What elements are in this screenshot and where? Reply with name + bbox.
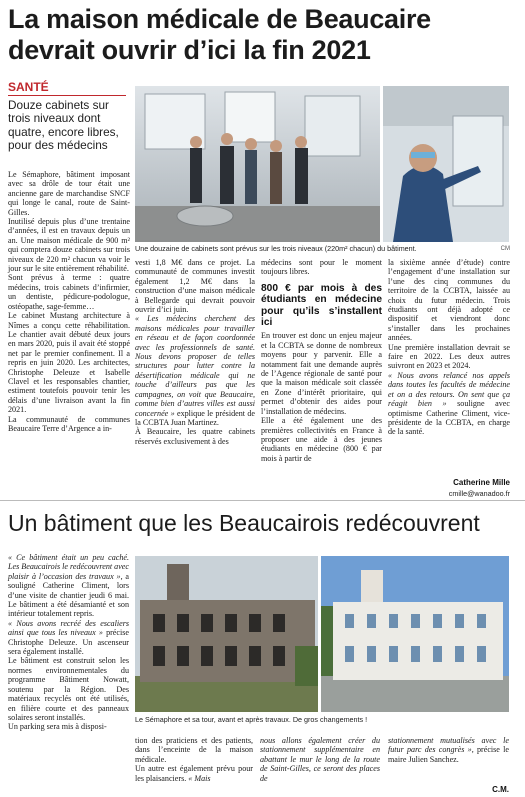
quote: « Ce bâtiment était un peu caché. Les Beaucairois le redécouvrent avec plaisir à l’occasion des travaux »: [8, 553, 129, 581]
photo-credit: CM: [500, 246, 510, 252]
paragraph: la sixième année d’étude) contre l’engagement d’une installation sur l’une des cinq communes du territoire de la CCBTA, laissée au choix du futur médecin. Trois étudiants ont déjà adopté ce dispositif et viendront donc s’installer dans les prochaines années.: [388, 258, 510, 343]
quote: « Mais: [188, 773, 211, 783]
rubric-label: SANTÉ: [8, 80, 49, 94]
paragraph: [135, 314, 255, 427]
photo-man-illustration: [383, 86, 509, 242]
quote: nous allons également créer du stationnement supplémentaire en abattant le mur le long de la route de Saint-Gilles, ce seront des places de: [260, 736, 380, 783]
photo-man-at-wall: [383, 86, 509, 242]
secondary-headline: Un bâtiment que les Beaucairois redécouvrent: [8, 510, 480, 536]
paragraph: En trouver est donc un enjeu majeur et la CCBTA se donne de nombreux moyens pour y parvenir. Elle a notamment fait une demande auprès de l’Agence régionale de santé pour que la maison médicale soit classée en Zone d’intérêt prioritaire, qui permet d’obtenir des aides pour l’installation de médecins.: [261, 331, 382, 416]
attribution: , précise le maire Julien Sanchez.: [388, 745, 509, 764]
headline: La maison médicale de Beaucaire devrait ouvrir d’ici la fin 2021: [8, 4, 431, 65]
column-8: [388, 736, 509, 786]
column-3: [261, 258, 382, 498]
paragraph: tion des praticiens et des patients, dans l’enceinte de la maison médicale.: [135, 736, 253, 764]
rubric-rule: [8, 95, 126, 96]
quote: « Nous avons recréé des escaliers ainsi que tous les niveaux »: [8, 618, 129, 638]
paragraph: La communauté de communes Beaucaire Terre d’Argence a in-: [8, 414, 130, 433]
paragraph: [388, 736, 509, 764]
column-4: [388, 258, 510, 478]
photo-caption: Le Sémaphore et sa tour, avant et après travaux. De gros changements !: [135, 715, 368, 724]
author-email: cmille@wanadoo.fr: [448, 489, 510, 498]
paragraph: Inutilisé depuis plus d’une trentaine d’années, il est en travaux depuis un an. Une maison médicale de 900 m² qui comptera douze cabinets sur trois niveaux de 220 m² chacun va voir le jour sur le site entièrement réhabilité.: [8, 217, 130, 274]
column-6: [135, 736, 253, 797]
photo-before-illustration: [135, 556, 318, 712]
paragraph: [8, 619, 129, 657]
paragraph: Le Sémaphore, bâtiment imposant avec sa drôle de tour était une ancienne gare de marchandise SNCF qui longe le canal, route de Saint-Gilles.: [8, 170, 130, 217]
paragraph: [135, 764, 253, 783]
subheading: 800 € par mois à des étudiants en médecine pour qu’ils s’installent ici: [261, 282, 382, 329]
quote: stationnement mutualisés avec le futur parc des congrès »: [388, 736, 509, 755]
paragraph: vesti 1,8 M€ dans ce projet. La communauté de communes investit également 1,2 M€ dans la construction d’une maison médicale à Bellegarde qui devrait pouvoir ouvrir d’ici juin.: [135, 258, 255, 315]
paragraph: Sont prévus à terme : quatre médecins, trois cabinets d’infirmier, un dentiste, pédicure-podologue, ostéopathe, sage-femme…: [8, 273, 130, 311]
paragraph: À Beaucaire, les quatre cabinets réservés exclusivement à des: [135, 427, 255, 446]
paragraph: Un parking sera mis à disposi-: [8, 722, 107, 732]
text: précise Christophe Deleuze. Un ascenseur sera également installé.: [8, 628, 129, 657]
column-5: [8, 553, 129, 797]
column-7: [260, 736, 380, 797]
photo-after-illustration: [321, 556, 509, 712]
section-divider: [0, 500, 525, 501]
photo-after-works: [321, 556, 509, 712]
author-signature: C.M.: [492, 785, 509, 794]
quote: « Les médecins cherchent des maisons médicales pour travailler en réseau et de façon coordonnée avec les professionnels de santé. Nous devons proposer de telles structures pour lutter contre la désertification médicale qui ne touche d’ailleurs pas que les campagnes, on voit que Beaucaire, comme bien d’autres villes est aussi concernée »: [135, 314, 255, 418]
attribution: souligne avec optimisme Catherine Climent, vice-présidente de la CCBTA, en charge de la santé.: [388, 399, 510, 437]
column-1: [8, 170, 130, 498]
paragraph: Une première installation devrait se faire en 2022. Les deux autres suivront en 2023 et 2024.: [388, 342, 510, 371]
deck: Douze cabinets sur trois niveaux dont quatre, encore libres, pour des médecins: [8, 98, 119, 153]
paragraph: [8, 553, 129, 619]
photo-interior-visit: [135, 86, 380, 242]
paragraph: [388, 371, 510, 437]
photo-interior-illustration: [135, 86, 380, 242]
text: Un autre est également prévu pour les plaisanciers.: [135, 764, 253, 783]
photo-caption: Une douzaine de cabinets sont prévus sur les trois niveaux (220m² chacun) du bâtiment.: [135, 244, 417, 253]
photo-before-works: [135, 556, 318, 712]
paragraph: Le bâtiment est construit selon les normes environnementales du programme Bâtiment Nowatt, soutenu par la Région. Des matériaux recyclés ont été utilisés, en filière courte et des panneaux solaires seront installés.: [8, 656, 129, 722]
author-signature: Catherine Mille: [453, 478, 510, 487]
column-2: [135, 258, 255, 498]
attribution: explique le président de la CCBTA Juan Martinez.: [135, 408, 255, 427]
paragraph: Le cabinet Mustang architecture à Nîmes a conçu cette réhabilitation. Le chantier avait débuté deux jours en mars 2020, puis il avait été stoppé net par le premier confinement. Il a repris en juin 2020. Les architectes, Christophe Deleuze et Isabelle Clavel et les responsables chantier, estiment toutefois pouvoir tenir les délais d’une livraison avant la fin 2021.: [8, 311, 130, 415]
quote: « Nous avons relancé nos appels dans toutes les facultés de médecine et on a des retours. On sent que ça réagit bien »: [388, 370, 510, 409]
text: , a souligné Catherine Climent, lors d’une visite de chantier jeudi 6 mai. Le bâtiment a été désamianté et son intérieur totalement repris.: [8, 571, 129, 619]
paragraph: médecins sont pour le moment toujours libres.: [261, 258, 382, 277]
paragraph: Elle a été également une des premières collectivités en France à proposer une aide à des jeunes étudiants en médecine (800 € par mois à partir de: [261, 416, 382, 463]
